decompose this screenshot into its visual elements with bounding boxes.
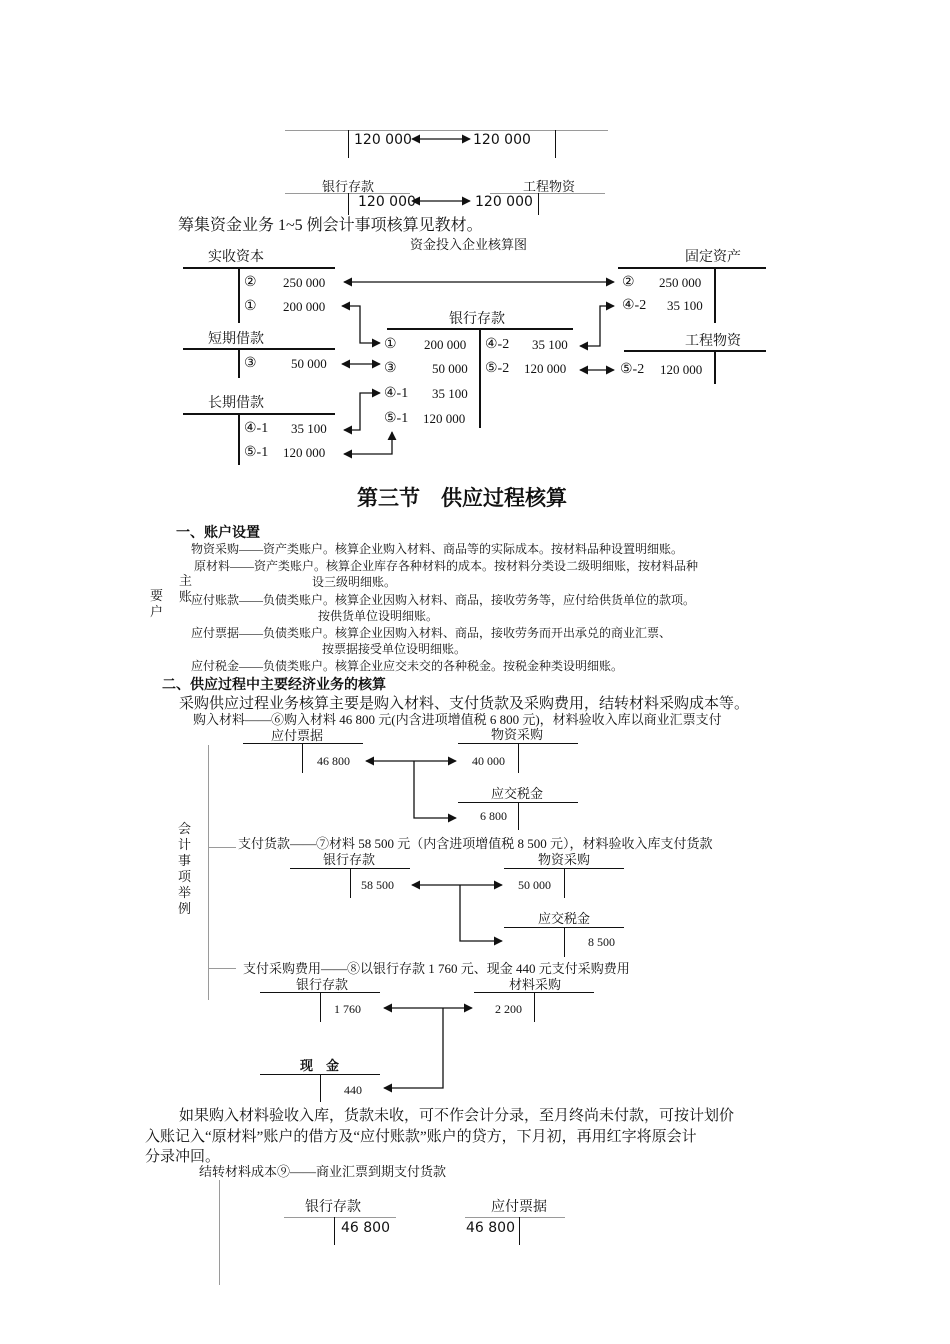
ex9-notes-amt: 46 800 [466, 1220, 515, 1236]
bank-left-no-2: ③ [384, 361, 397, 376]
side-label-account: 户 [150, 604, 164, 619]
fixed-assets-amt-2: 35 100 [667, 298, 703, 313]
ex7-tax-name: 应交税金 [538, 911, 591, 926]
ex9-bank-name: 银行存款 [305, 1200, 361, 1215]
ex8-bank-name: 银行存款 [296, 977, 349, 992]
side-label-6: 例 [178, 901, 192, 916]
bank-left-no-4: ⑤-1 [384, 411, 409, 426]
paid-in-capital-name: 实收资本 [208, 250, 264, 265]
example-bracket [208, 745, 209, 1000]
top-row1-left: 120 000 [354, 132, 412, 148]
para-line-1: 如果购入材料验收入库，货款未收，可不作会计分录，至月终尚未付款，可按计划价 [179, 1108, 735, 1124]
top-fragment-divider-right [555, 130, 556, 158]
long-loan-no-1: ④-1 [244, 421, 269, 436]
short-loan-divider [238, 348, 240, 378]
long-loan-no-2: ⑤-1 [244, 445, 269, 460]
ex6-purchase-amt: 40 000 [472, 754, 505, 768]
bank-left-no-3: ④-1 [384, 386, 409, 401]
part1-line-8: 应付税金——负债类账户。核算企业应交未交的各种税金。按税金种类设明细账。 [191, 659, 624, 673]
ex9-caption: 结转材料成本⑨——商业汇票到期支付货款 [199, 1164, 447, 1179]
ex6-tax-divider [518, 802, 519, 830]
fixed-assets-amt-1: 250 000 [659, 275, 702, 290]
construction-divider [714, 350, 716, 384]
part2-intro: 采购供应过程业务核算主要是购入材料、支付货款及采购费用，结转材料采购成本等。 [179, 696, 750, 712]
ex7-purchase-divider [564, 868, 565, 898]
paid-in-capital-divider [238, 267, 240, 323]
part1-line-4: 应付账款——负债类账户。核算企业因购入材料、商品，接收劳务等，应付给供货单位的款项。 [191, 593, 696, 607]
ex7-bank-divider [350, 868, 351, 898]
ex9-notes-rule [465, 1217, 565, 1218]
bank-left-amt-1: 200 000 [424, 337, 467, 352]
bank-right-no-2: ⑤-2 [485, 361, 510, 376]
ex6-notes-name: 应付票据 [271, 728, 324, 743]
top-row2-left: 120 000 [358, 194, 416, 210]
ex7-bank-name: 银行存款 [323, 852, 376, 867]
part1-line-5: 按供货单位设明细账。 [318, 609, 439, 623]
example-bracket-tick-7 [208, 847, 236, 848]
bank-left-amt-3: 35 100 [432, 386, 468, 401]
top-fragment-divider [348, 130, 349, 158]
ex9-bank-rule [284, 1217, 396, 1218]
side-label-ledger: 账 [179, 589, 193, 604]
ex8-bank-divider [320, 992, 321, 1022]
ex6-purchase-name: 物资采购 [491, 727, 544, 742]
paid-in-capital-no-2: ① [244, 299, 257, 314]
ex8-cash-name: 现 金 [300, 1058, 340, 1073]
top-fragment-rule [285, 130, 608, 131]
ex8-cash-amt: 440 [344, 1083, 362, 1097]
part2-heading: 二、供应过程中主要经济业务的核算 [162, 677, 386, 693]
ex8-material-amt: 2 200 [495, 1002, 522, 1016]
ex8-material-name: 材料采购 [509, 977, 562, 992]
long-loan-rule [183, 413, 335, 415]
short-loan-rule [183, 348, 335, 350]
side-label-main: 主 [179, 573, 193, 588]
part1-line-3: 设三级明细账。 [312, 575, 397, 589]
ex6-tax-name: 应交税金 [491, 786, 544, 801]
short-loan-name: 短期借款 [208, 332, 264, 347]
fixed-assets-divider [714, 267, 716, 323]
long-loan-amt-1: 35 100 [291, 421, 327, 436]
ex7-purchase-amt: 50 000 [518, 878, 551, 892]
side-label-5: 举 [178, 885, 192, 900]
ex6-notes-rule [243, 743, 363, 744]
paid-in-capital-no-1: ② [244, 275, 257, 290]
side-label-1: 会 [178, 821, 192, 836]
paid-in-capital-rule [183, 267, 335, 269]
part1-line-7: 按票据接受单位设明细账。 [322, 642, 467, 656]
ex7-caption: 支付货款——⑦材料 58 500 元（内含进项增值税 8 500 元），材料验收入库支付货款 [238, 836, 713, 851]
long-loan-divider [238, 413, 240, 465]
ex7-tax-amt: 8 500 [588, 935, 615, 949]
ex8-caption: 支付采购费用——⑧以银行存款 1 760 元、现金 440 元支付采购费用 [243, 961, 630, 976]
example-bracket-tick-8 [208, 968, 236, 969]
ex9-notes-divider [519, 1217, 520, 1245]
ex6-caption: 购入材料——⑥购入材料 46 800 元(内含进项增值税 6 800 元)，材料验收入库以商业汇票支付 [193, 712, 722, 727]
short-loan-amt-1: 50 000 [291, 356, 327, 371]
top-construction-divider [538, 193, 539, 215]
part1-line-6: 应付票据——负债类账户。核算企业因购入材料、商品，接收劳务而开出承兑的商业汇票、 [191, 626, 672, 640]
part1-heading: 一、账户设置 [176, 525, 260, 541]
ex7-tax-divider [564, 927, 565, 957]
ex9-bank-divider [334, 1217, 335, 1245]
construction-no-1: ⑤-2 [620, 362, 645, 377]
ex8-bank-amt: 1 760 [334, 1002, 361, 1016]
bank-divider [479, 328, 481, 428]
long-loan-name: 长期借款 [208, 396, 264, 411]
fixed-assets-name: 固定资产 [685, 250, 741, 265]
ex9-notes-name: 应付票据 [491, 1200, 547, 1215]
intro-line: 筹集资金业务 1~5 例会计事项核算见教材。 [178, 217, 483, 234]
top-row1-right: 120 000 [473, 132, 531, 148]
side-label-3: 事 [178, 853, 192, 868]
para-line-3: 分录冲回。 [145, 1149, 221, 1165]
ex9-bracket [219, 1180, 220, 1285]
ex6-tax-amt: 6 800 [480, 809, 507, 823]
ex8-cash-divider [320, 1074, 321, 1102]
ex7-purchase-name: 物资采购 [538, 852, 591, 867]
bank-right-no-1: ④-2 [485, 337, 510, 352]
part1-line-1: 物资采购——资产类账户。核算企业购入材料、商品等的实际成本。按材料品种设置明细账。 [191, 542, 684, 556]
construction-rule [624, 350, 766, 352]
fixed-assets-no-2: ④-2 [622, 298, 647, 313]
short-loan-no-1: ③ [244, 356, 257, 371]
fixed-assets-no-1: ② [622, 275, 635, 290]
side-label-4: 项 [178, 869, 192, 884]
construction-amt-1: 120 000 [660, 362, 703, 377]
bank-name: 银行存款 [449, 312, 505, 327]
part1-line-2: 原材料——资产类账户。核算企业库存各种材料的成本。按材料分类设二级明细账，按材料品种 [194, 559, 699, 573]
ex7-bank-amt: 58 500 [361, 878, 394, 892]
construction-name: 工程物资 [685, 334, 741, 349]
ex6-notes-divider [302, 743, 303, 773]
ex6-purchase-divider [518, 743, 519, 773]
ex8-material-divider [534, 992, 535, 1022]
top-label-construction: 工程物资 [523, 179, 576, 194]
top-label-bank: 银行存款 [322, 179, 375, 194]
ex6-notes-amt: 46 800 [317, 754, 350, 768]
long-loan-amt-2: 120 000 [283, 445, 326, 460]
diagram1-title: 资金投入企业核算图 [410, 238, 528, 253]
para-line-2: 入账记入“原材料”账户的借方及“应付账款”账户的贷方，下月初，再用红字将原会计 [145, 1129, 697, 1145]
bank-right-amt-1: 35 100 [532, 337, 568, 352]
ex9-bank-amt: 46 800 [341, 1220, 390, 1236]
bank-left-amt-2: 50 000 [432, 361, 468, 376]
paid-in-capital-amt-2: 200 000 [283, 299, 326, 314]
bank-right-amt-2: 120 000 [524, 361, 567, 376]
top-row2-right: 120 000 [475, 194, 533, 210]
paid-in-capital-amt-1: 250 000 [283, 275, 326, 290]
bank-left-no-1: ① [384, 337, 397, 352]
bank-left-amt-4: 120 000 [423, 411, 466, 426]
side-label-need: 要 [150, 588, 164, 603]
side-label-2: 计 [178, 837, 192, 852]
fixed-assets-rule [618, 267, 766, 269]
section-title: 第三节 供应过程核算 [357, 486, 567, 510]
